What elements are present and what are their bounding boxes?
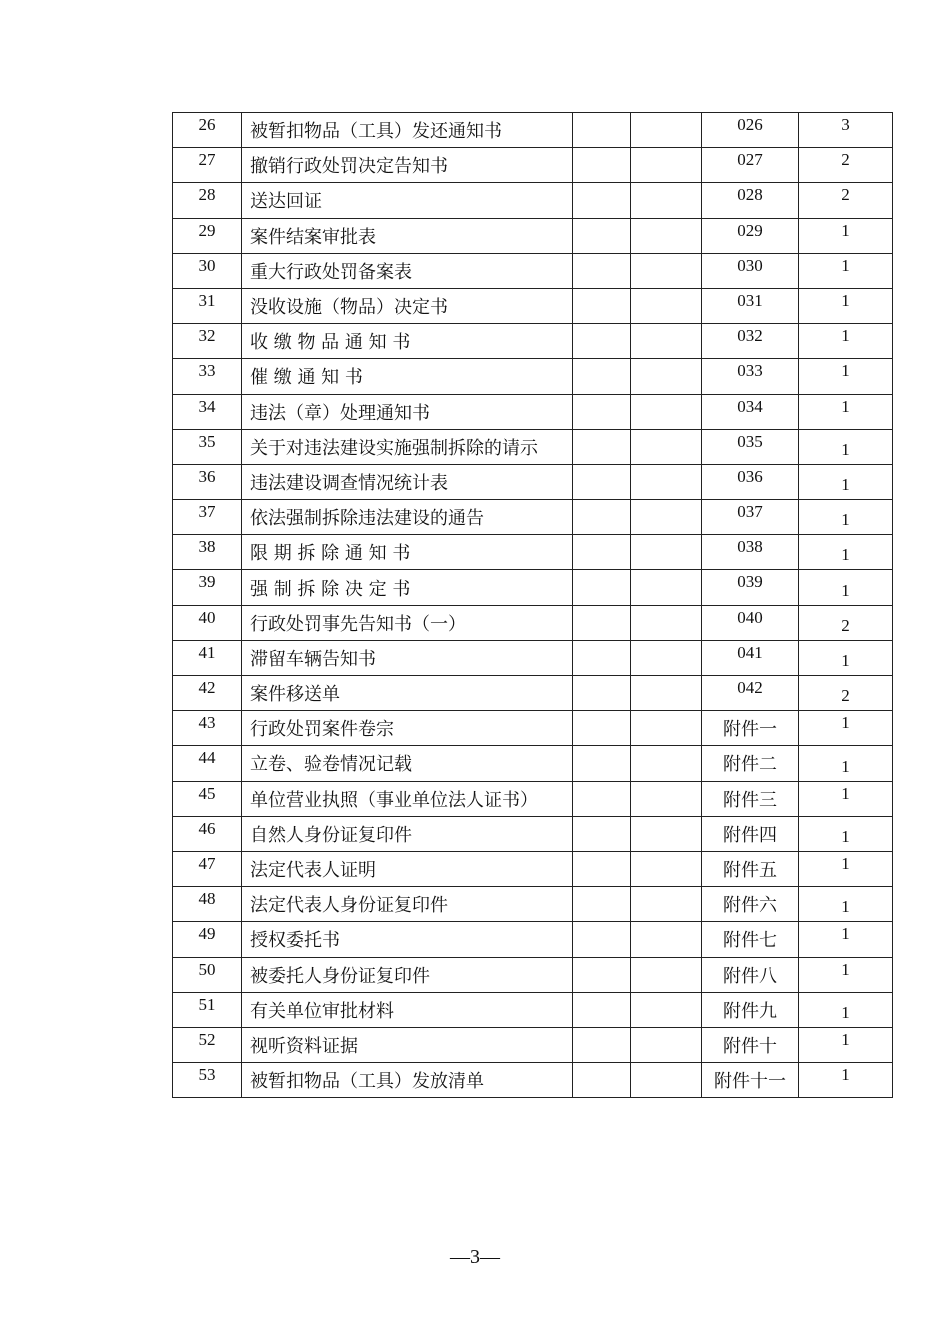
page-count: 1 <box>799 324 893 359</box>
document-name: 案件移送单 <box>242 676 573 711</box>
empty-cell <box>573 253 631 288</box>
document-code: 038 <box>702 535 799 570</box>
empty-cell <box>631 359 702 394</box>
document-name: 视听资料证据 <box>242 1027 573 1062</box>
document-name: 法定代表人证明 <box>242 851 573 886</box>
page-count: 1 <box>799 535 893 570</box>
document-name: 撤销行政处罚决定告知书 <box>242 148 573 183</box>
document-name: 法定代表人身份证复印件 <box>242 887 573 922</box>
document-code: 036 <box>702 464 799 499</box>
page-count: 1 <box>799 570 893 605</box>
document-code: 029 <box>702 218 799 253</box>
empty-cell <box>631 605 702 640</box>
empty-cell <box>631 253 702 288</box>
table-row <box>173 148 893 183</box>
page-count: 1 <box>799 429 893 464</box>
empty-cell <box>573 957 631 992</box>
empty-cell <box>631 1063 702 1098</box>
document-code: 035 <box>702 429 799 464</box>
row-number: 50 <box>173 957 242 992</box>
empty-cell <box>573 394 631 429</box>
table-row <box>173 957 893 992</box>
document-code: 039 <box>702 570 799 605</box>
page-count: 1 <box>799 957 893 992</box>
row-number: 39 <box>173 570 242 605</box>
document-code: 附件十 <box>702 1027 799 1062</box>
document-code: 附件十一 <box>702 1063 799 1098</box>
page-count: 1 <box>799 394 893 429</box>
row-number: 51 <box>173 992 242 1027</box>
row-number: 37 <box>173 500 242 535</box>
page-count: 3 <box>799 113 893 148</box>
document-code: 032 <box>702 324 799 359</box>
page-count: 2 <box>799 183 893 218</box>
row-number: 44 <box>173 746 242 781</box>
document-name: 强 制 拆 除 决 定 书 <box>242 570 573 605</box>
empty-cell <box>573 570 631 605</box>
empty-cell <box>573 288 631 323</box>
table-row <box>173 1027 893 1062</box>
empty-cell <box>573 359 631 394</box>
page-count: 2 <box>799 676 893 711</box>
document-code: 034 <box>702 394 799 429</box>
row-number: 53 <box>173 1063 242 1098</box>
table-row <box>173 183 893 218</box>
document-name: 自然人身份证复印件 <box>242 816 573 851</box>
document-name: 授权委托书 <box>242 922 573 957</box>
empty-cell <box>631 500 702 535</box>
page-count: 1 <box>799 253 893 288</box>
table-row <box>173 324 893 359</box>
row-number: 30 <box>173 253 242 288</box>
document-table <box>172 112 893 1098</box>
table-row <box>173 218 893 253</box>
empty-cell <box>573 605 631 640</box>
document-name: 依法强制拆除违法建设的通告 <box>242 500 573 535</box>
empty-cell <box>631 676 702 711</box>
document-code: 033 <box>702 359 799 394</box>
table-row <box>173 640 893 675</box>
row-number: 31 <box>173 288 242 323</box>
document-name: 被委托人身份证复印件 <box>242 957 573 992</box>
empty-cell <box>631 992 702 1027</box>
page-count: 2 <box>799 605 893 640</box>
empty-cell <box>573 500 631 535</box>
document-name: 被暂扣物品（工具）发还通知书 <box>242 113 573 148</box>
page-count: 1 <box>799 816 893 851</box>
empty-cell <box>573 464 631 499</box>
row-number: 35 <box>173 429 242 464</box>
page-count: 1 <box>799 781 893 816</box>
row-number: 42 <box>173 676 242 711</box>
page-count: 1 <box>799 746 893 781</box>
row-number: 46 <box>173 816 242 851</box>
table-row <box>173 676 893 711</box>
empty-cell <box>631 183 702 218</box>
document-code: 附件六 <box>702 887 799 922</box>
page-count: 1 <box>799 288 893 323</box>
document-name: 有关单位审批材料 <box>242 992 573 1027</box>
row-number: 36 <box>173 464 242 499</box>
empty-cell <box>573 535 631 570</box>
empty-cell <box>631 218 702 253</box>
document-name: 限 期 拆 除 通 知 书 <box>242 535 573 570</box>
document-code: 027 <box>702 148 799 183</box>
empty-cell <box>631 887 702 922</box>
empty-cell <box>573 922 631 957</box>
document-name: 重大行政处罚备案表 <box>242 253 573 288</box>
empty-cell <box>573 992 631 1027</box>
page-count: 1 <box>799 851 893 886</box>
table-row <box>173 605 893 640</box>
document-code: 037 <box>702 500 799 535</box>
document-name: 收 缴 物 品 通 知 书 <box>242 324 573 359</box>
table-row <box>173 851 893 886</box>
page-count: 1 <box>799 218 893 253</box>
page-count: 1 <box>799 922 893 957</box>
table-row <box>173 429 893 464</box>
row-number: 52 <box>173 1027 242 1062</box>
document-code: 附件四 <box>702 816 799 851</box>
document-name: 催 缴 通 知 书 <box>242 359 573 394</box>
row-number: 47 <box>173 851 242 886</box>
table-body <box>173 113 893 1098</box>
empty-cell <box>573 851 631 886</box>
empty-cell <box>573 324 631 359</box>
document-code: 附件二 <box>702 746 799 781</box>
empty-cell <box>573 746 631 781</box>
row-number: 27 <box>173 148 242 183</box>
empty-cell <box>573 113 631 148</box>
document-name: 行政处罚案件卷宗 <box>242 711 573 746</box>
table-row <box>173 500 893 535</box>
empty-cell <box>631 922 702 957</box>
document-name: 没收设施（物品）决定书 <box>242 288 573 323</box>
table-row <box>173 1063 893 1098</box>
document-code: 040 <box>702 605 799 640</box>
empty-cell <box>573 1027 631 1062</box>
page-number: —3— <box>450 1246 500 1268</box>
table-row <box>173 922 893 957</box>
empty-cell <box>631 711 702 746</box>
empty-cell <box>573 781 631 816</box>
document-name: 案件结案审批表 <box>242 218 573 253</box>
document-code: 附件三 <box>702 781 799 816</box>
document-name: 送达回证 <box>242 183 573 218</box>
empty-cell <box>631 394 702 429</box>
empty-cell <box>631 816 702 851</box>
document-code: 附件七 <box>702 922 799 957</box>
empty-cell <box>573 218 631 253</box>
document-code: 030 <box>702 253 799 288</box>
document-code: 026 <box>702 113 799 148</box>
row-number: 32 <box>173 324 242 359</box>
document-name: 被暂扣物品（工具）发放清单 <box>242 1063 573 1098</box>
empty-cell <box>573 183 631 218</box>
table-row <box>173 711 893 746</box>
table-row <box>173 887 893 922</box>
empty-cell <box>573 887 631 922</box>
table-row <box>173 570 893 605</box>
empty-cell <box>631 464 702 499</box>
row-number: 28 <box>173 183 242 218</box>
page-count: 1 <box>799 640 893 675</box>
empty-cell <box>631 148 702 183</box>
document-name: 立卷、验卷情况记载 <box>242 746 573 781</box>
table-row <box>173 535 893 570</box>
empty-cell <box>573 640 631 675</box>
row-number: 29 <box>173 218 242 253</box>
page-count: 1 <box>799 992 893 1027</box>
document-code: 附件八 <box>702 957 799 992</box>
empty-cell <box>631 429 702 464</box>
table-row <box>173 781 893 816</box>
empty-cell <box>631 781 702 816</box>
document-name: 单位营业执照（事业单位法人证书） <box>242 781 573 816</box>
document-name: 行政处罚事先告知书（一） <box>242 605 573 640</box>
row-number: 49 <box>173 922 242 957</box>
table-row <box>173 288 893 323</box>
empty-cell <box>573 148 631 183</box>
empty-cell <box>573 1063 631 1098</box>
page-count: 1 <box>799 464 893 499</box>
row-number: 26 <box>173 113 242 148</box>
row-number: 41 <box>173 640 242 675</box>
empty-cell <box>631 957 702 992</box>
empty-cell <box>631 535 702 570</box>
page-count: 1 <box>799 359 893 394</box>
row-number: 48 <box>173 887 242 922</box>
empty-cell <box>573 711 631 746</box>
table-row <box>173 746 893 781</box>
row-number: 34 <box>173 394 242 429</box>
table-row <box>173 359 893 394</box>
empty-cell <box>631 570 702 605</box>
empty-cell <box>631 288 702 323</box>
empty-cell <box>573 676 631 711</box>
page-count: 1 <box>799 711 893 746</box>
table-row <box>173 464 893 499</box>
document-code: 附件一 <box>702 711 799 746</box>
table-row <box>173 253 893 288</box>
document-code: 028 <box>702 183 799 218</box>
page-count: 1 <box>799 500 893 535</box>
document-name: 滞留车辆告知书 <box>242 640 573 675</box>
document-name: 关于对违法建设实施强制拆除的请示 <box>242 429 573 464</box>
page-count: 2 <box>799 148 893 183</box>
page-count: 1 <box>799 887 893 922</box>
document-code: 附件九 <box>702 992 799 1027</box>
document-name: 违法建设调查情况统计表 <box>242 464 573 499</box>
table-row <box>173 816 893 851</box>
table-row <box>173 394 893 429</box>
empty-cell <box>631 851 702 886</box>
page-count: 1 <box>799 1027 893 1062</box>
row-number: 43 <box>173 711 242 746</box>
empty-cell <box>573 816 631 851</box>
empty-cell <box>631 113 702 148</box>
table-row <box>173 992 893 1027</box>
document-name: 违法（章）处理通知书 <box>242 394 573 429</box>
empty-cell <box>631 1027 702 1062</box>
empty-cell <box>631 746 702 781</box>
row-number: 45 <box>173 781 242 816</box>
page-count: 1 <box>799 1063 893 1098</box>
empty-cell <box>631 640 702 675</box>
row-number: 38 <box>173 535 242 570</box>
document-code: 031 <box>702 288 799 323</box>
document-code: 042 <box>702 676 799 711</box>
empty-cell <box>631 324 702 359</box>
document-code: 附件五 <box>702 851 799 886</box>
document-code: 041 <box>702 640 799 675</box>
row-number: 33 <box>173 359 242 394</box>
table-row <box>173 113 893 148</box>
row-number: 40 <box>173 605 242 640</box>
empty-cell <box>573 429 631 464</box>
